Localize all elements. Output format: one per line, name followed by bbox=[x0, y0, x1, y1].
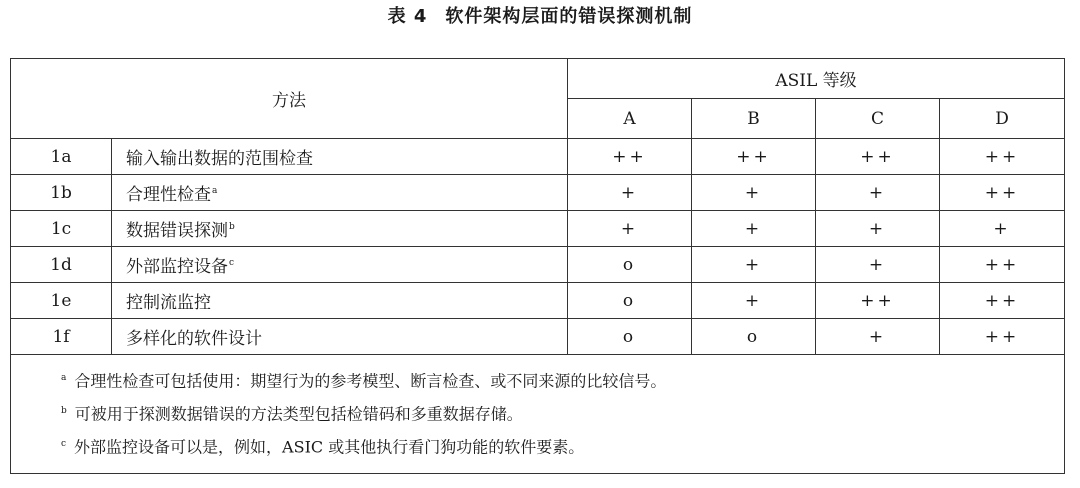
method-text: 外部监控设备 bbox=[126, 257, 228, 277]
asil-table bbox=[10, 58, 1065, 474]
method-text: 合理性检查 bbox=[126, 185, 211, 205]
table-row bbox=[11, 139, 1065, 175]
level-d-header: D bbox=[940, 99, 1065, 139]
note-c-text: 外部监控设备可以是，例如，ASIC 或其他执行看门狗功能的软件要素。 bbox=[74, 437, 585, 457]
row-method bbox=[112, 211, 568, 247]
recommendation-cell-d: ++ bbox=[940, 247, 1065, 283]
header-row-1 bbox=[11, 59, 1065, 99]
row-method bbox=[112, 319, 568, 355]
recommendation-cell-c: + bbox=[816, 319, 940, 355]
note-b-text: 可被用于探测数据错误的方法类型包括检错码和多重数据存储。 bbox=[74, 404, 523, 424]
method-note-mark: a bbox=[212, 186, 218, 197]
table-row bbox=[11, 247, 1065, 283]
recommendation-cell-a: + bbox=[568, 175, 692, 211]
method-text: 输入输出数据的范围检查 bbox=[126, 149, 313, 169]
table-row bbox=[11, 211, 1065, 247]
recommendation-cell-c: + bbox=[816, 175, 940, 211]
method-header: 方法 bbox=[11, 59, 568, 139]
table-title: 软件架构层面的错误探测机制 bbox=[445, 6, 693, 27]
recommendation-cell-c: + bbox=[816, 247, 940, 283]
row-id: 1a bbox=[11, 139, 112, 175]
table-row bbox=[11, 175, 1065, 211]
recommendation-cell-c: ++ bbox=[816, 283, 940, 319]
recommendation-cell-b: + bbox=[692, 283, 816, 319]
note-c bbox=[61, 429, 1064, 462]
level-c-header: C bbox=[816, 99, 940, 139]
table-caption bbox=[0, 4, 1080, 30]
method-text: 数据错误探测 bbox=[126, 221, 228, 241]
table-row bbox=[11, 283, 1065, 319]
note-c-mark: c bbox=[61, 439, 67, 449]
notes-cell bbox=[11, 355, 1065, 474]
recommendation-cell-d: ++ bbox=[940, 175, 1065, 211]
table-row bbox=[11, 319, 1065, 355]
row-method bbox=[112, 139, 568, 175]
recommendation-cell-b: ++ bbox=[692, 139, 816, 175]
note-b-mark: b bbox=[61, 406, 67, 416]
table-body bbox=[11, 139, 1065, 355]
row-id: 1f bbox=[11, 319, 112, 355]
method-note-mark: c bbox=[229, 258, 235, 269]
recommendation-cell-a: o bbox=[568, 283, 692, 319]
recommendation-cell-a: o bbox=[568, 319, 692, 355]
note-a bbox=[61, 363, 1064, 396]
table-number: 表 4 bbox=[387, 6, 428, 27]
recommendation-cell-b: + bbox=[692, 175, 816, 211]
level-a-header: A bbox=[568, 99, 692, 139]
row-id: 1e bbox=[11, 283, 112, 319]
recommendation-cell-a: o bbox=[568, 247, 692, 283]
recommendation-cell-b: + bbox=[692, 211, 816, 247]
asil-header: ASIL 等级 bbox=[568, 59, 1065, 99]
recommendation-cell-b: o bbox=[692, 319, 816, 355]
row-method bbox=[112, 247, 568, 283]
recommendation-cell-d: ++ bbox=[940, 139, 1065, 175]
recommendation-cell-c: ++ bbox=[816, 139, 940, 175]
method-text: 多样化的软件设计 bbox=[126, 329, 262, 349]
recommendation-cell-c: + bbox=[816, 211, 940, 247]
row-id: 1b bbox=[11, 175, 112, 211]
method-note-mark: b bbox=[229, 222, 235, 233]
notes-row bbox=[11, 355, 1065, 474]
note-b bbox=[61, 396, 1064, 429]
note-a-mark: a bbox=[61, 373, 67, 383]
level-b-header: B bbox=[692, 99, 816, 139]
recommendation-cell-d: ++ bbox=[940, 283, 1065, 319]
recommendation-cell-a: + bbox=[568, 211, 692, 247]
row-id: 1c bbox=[11, 211, 112, 247]
row-id: 1d bbox=[11, 247, 112, 283]
recommendation-cell-a: ++ bbox=[568, 139, 692, 175]
row-method bbox=[112, 175, 568, 211]
recommendation-cell-d: ++ bbox=[940, 319, 1065, 355]
row-method bbox=[112, 283, 568, 319]
recommendation-cell-b: + bbox=[692, 247, 816, 283]
method-text: 控制流监控 bbox=[126, 293, 211, 313]
recommendation-cell-d: + bbox=[940, 211, 1065, 247]
note-a-text: 合理性检查可包括使用：期望行为的参考模型、断言检查、或不同来源的比较信号。 bbox=[74, 371, 667, 391]
